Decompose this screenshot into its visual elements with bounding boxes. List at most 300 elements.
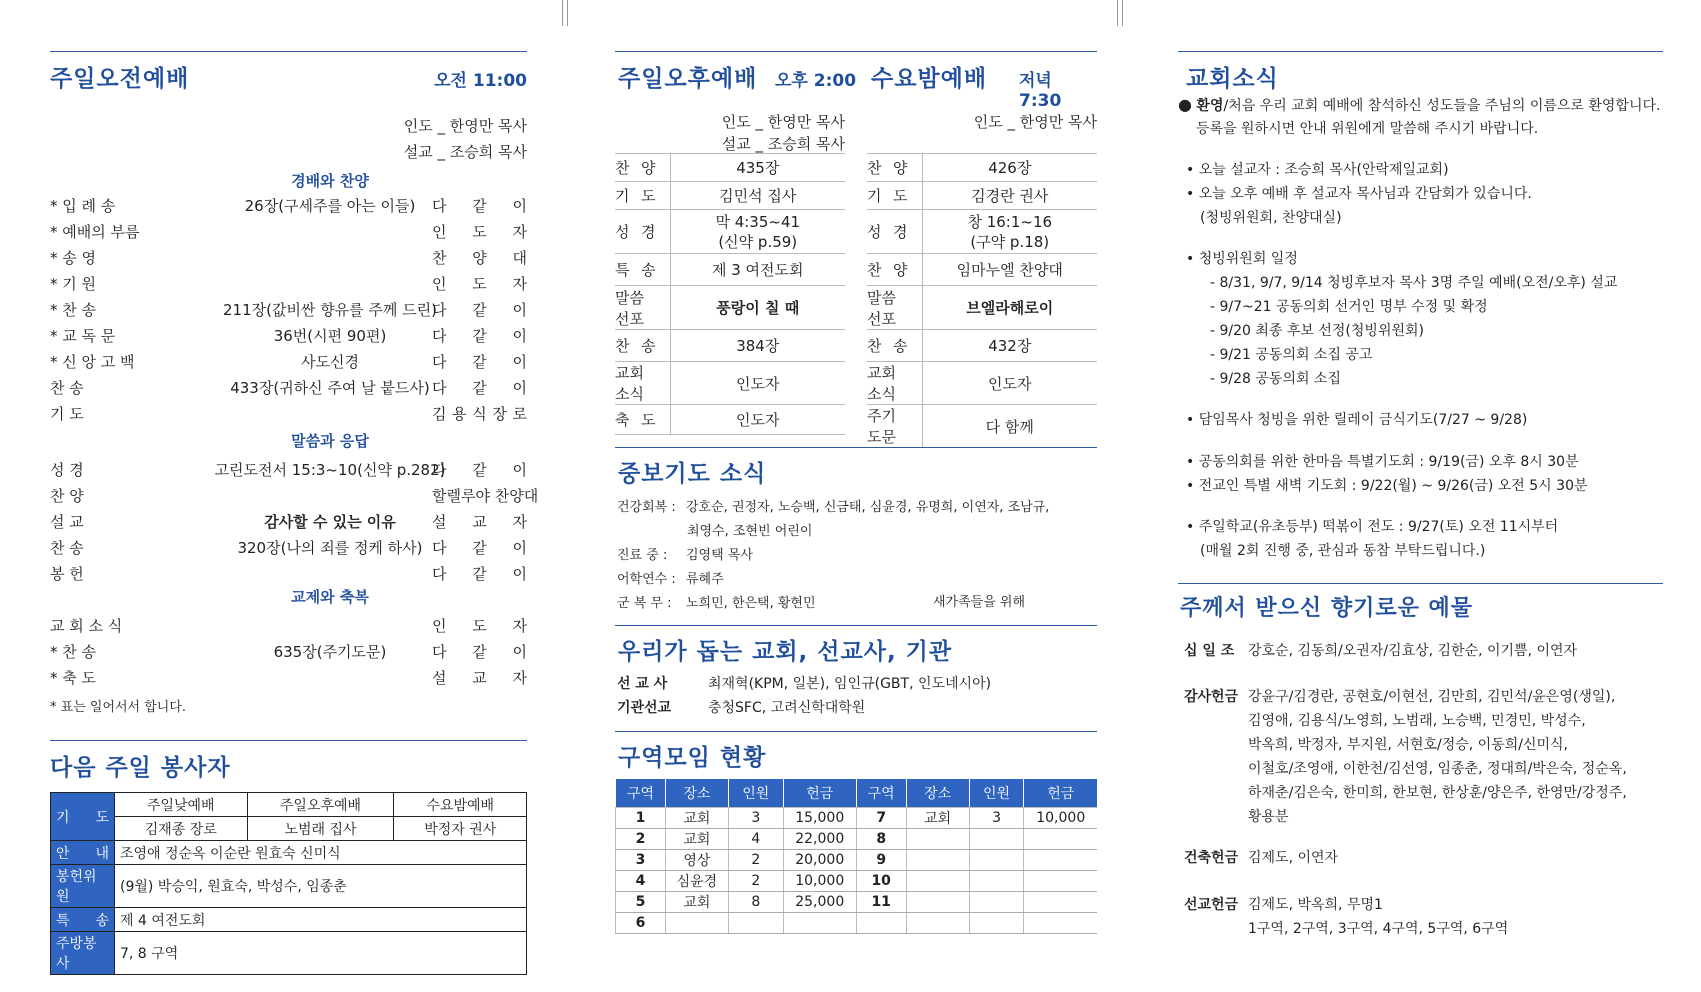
order-row (867, 330, 1097, 362)
thanks-line: 강윤구/김경란, 공현호/이현선, 김만희, 김민석/윤은영(생일), (1248, 689, 1616, 705)
cells-cell (906, 891, 969, 912)
news-text: (매월 2회 진행 중, 관심과 동참 부탁드립니다.) (1200, 543, 1486, 559)
cells-cell (969, 912, 1024, 933)
cells-cell (1024, 912, 1097, 933)
cells-cell: 5 (616, 891, 666, 912)
order-content: 26장(구세주를 아는 이들) (244, 197, 416, 215)
order-leader: 김 용 식 장 로 (432, 405, 527, 423)
order-leader: 인 도 자 (432, 275, 527, 293)
servers-title: 다음 주일 봉사자 (50, 755, 231, 781)
cells-header: 인원 (969, 779, 1024, 807)
order-row (50, 351, 527, 377)
fold-mark (1117, 0, 1123, 26)
building-list: 김제도, 이연자 (1248, 850, 1339, 866)
cells-header: 장소 (665, 779, 728, 807)
order-name: * 찬 송 (50, 643, 97, 661)
thanks-line: 황용분 (1248, 809, 1289, 825)
order-row (615, 330, 845, 362)
order-name: * 축 도 (50, 669, 97, 687)
order-label: 주기도문 (867, 405, 922, 448)
cells-cell: 4 (728, 828, 783, 849)
cells-title: 구역모임 현황 (618, 745, 767, 771)
morning-preacher: 설교 _ 조승희 목사 (403, 143, 527, 161)
mission-label: 선교헌금 (1184, 897, 1239, 913)
news-item (1186, 474, 1588, 498)
cells-cell (969, 828, 1024, 849)
order-value-text: 김민석 집사 (719, 187, 797, 205)
divider (615, 625, 1097, 626)
order-name: * 입 례 송 (50, 197, 116, 215)
cells-cell: 10,000 (783, 870, 856, 891)
welcome-text: /처음 우리 교회 예배에 참석하신 성도들을 주님의 이름으로 환영합니다. (1223, 98, 1661, 114)
order-name: 설 교 (50, 513, 84, 531)
section-fellowship: 교제와 축복 (291, 588, 369, 606)
cells-header: 헌금 (1024, 779, 1097, 807)
cells-header: 장소 (906, 779, 969, 807)
order-content: 감사할 수 있는 이유 (264, 513, 396, 531)
order-label: 찬 양 (867, 254, 922, 286)
servers-table (50, 792, 527, 975)
prayer-extra: 새가족들을 위해 (933, 595, 1026, 610)
cells-cell (783, 912, 856, 933)
cells-header-row (616, 779, 1098, 807)
prayer-title: 중보기도 소식 (618, 461, 767, 487)
order-label: 기 도 (867, 182, 922, 210)
order-name: 봉 헌 (50, 565, 84, 583)
wednesday-order-table (867, 153, 1097, 448)
prayer-label: 진료 중 : (617, 548, 668, 563)
order-value-text: 제 3 여전도회 (711, 261, 804, 279)
order-value-text: 브엘라해로이 (966, 299, 1054, 317)
order-row (50, 273, 527, 299)
divider (1178, 51, 1663, 52)
cells-row (616, 891, 1098, 912)
prayer-label: 어학연수 : (617, 572, 676, 587)
cells-cell: 25,000 (783, 891, 856, 912)
standing-note: * 표는 일어서서 합니다. (50, 700, 187, 715)
cells-header: 구역 (856, 779, 906, 807)
order-leader: 다 같 이 (432, 197, 527, 215)
news-item (1210, 319, 1424, 343)
news-text: 공동의회를 위한 한마음 특별기도회 : 9/19(금) 오후 8시 30분 (1198, 454, 1579, 470)
servers-row-value: 7, 8 구역 (115, 932, 527, 975)
bullet-icon: • (1186, 251, 1199, 267)
order-value (922, 362, 1097, 405)
bullet-icon: • (1186, 412, 1199, 428)
order-row (867, 362, 1097, 405)
afternoon-preacher: 설교 _ 조승희 목사 (721, 135, 845, 153)
order-value-text: 막 4:35~41 (715, 212, 801, 231)
divider (615, 447, 1097, 448)
prayer-label: 군 복 무 : (617, 596, 672, 611)
thanks-line: 김영애, 김용식/노영희, 노범래, 노승백, 민경민, 박성수, (1248, 713, 1586, 729)
missions-label: 기관선교 (617, 700, 672, 716)
cells-cell: 심윤경 (665, 870, 728, 891)
order-value-text-2: (신약 p.59) (718, 232, 798, 251)
order-row (50, 485, 539, 511)
welcome-bold: 환영 (1196, 98, 1224, 114)
news-text: 오늘 설교자 : 조승희 목사(안락제일교회) (1198, 162, 1449, 178)
section-worship: 경배와 찬양 (291, 172, 369, 190)
afternoon-order-table (615, 153, 845, 435)
servers-row-value: 제 4 여전도회 (115, 908, 527, 932)
news-item (1200, 206, 1342, 230)
welcome-text-2: 등록을 원하시면 안내 위원에게 말씀해 주시기 바랍니다. (1196, 121, 1539, 137)
news-item (1200, 539, 1485, 563)
building-label: 건축헌금 (1184, 850, 1239, 866)
servers-row-label: 봉헌위원 (51, 865, 115, 908)
cells-row (616, 870, 1098, 891)
wednesday-leader: 인도 _ 한영만 목사 (973, 113, 1097, 131)
order-value (670, 154, 845, 182)
prayer-text: 노희민, 한은택, 황현민 (686, 596, 816, 611)
news-text: - 9/28 공동의회 소집 (1210, 371, 1341, 387)
afternoon-title: 주일오후예배 (618, 66, 758, 92)
cells-cell: 영상 (665, 849, 728, 870)
order-leader: 다 같 이 (432, 379, 527, 397)
cells-cell (665, 912, 728, 933)
cells-cell (969, 870, 1024, 891)
order-label: 축 도 (615, 405, 670, 435)
order-row (50, 615, 527, 641)
cells-row (616, 828, 1098, 849)
servers-col: 주일오후예배 (247, 793, 394, 817)
news-item (1210, 343, 1372, 367)
cells-cell: 15,000 (783, 807, 856, 828)
missions-title: 우리가 돕는 교회, 선교사, 기관 (618, 639, 953, 665)
order-row (615, 362, 845, 405)
cells-cell (906, 828, 969, 849)
news-item (1186, 450, 1579, 474)
prayer-text: 김영택 목사 (686, 548, 753, 563)
missions-label: 선 교 사 (617, 676, 668, 692)
order-name: * 찬 송 (50, 301, 97, 319)
order-leader: 찬 양 대 (432, 249, 527, 267)
cells-header: 인원 (728, 779, 783, 807)
cells-cell (856, 912, 906, 933)
news-item (1186, 408, 1527, 432)
news-item (1186, 158, 1449, 182)
news-text: 청빙위원회 일정 (1198, 251, 1298, 267)
prayer-text: 최영수, 조현빈 어린이 (687, 524, 813, 539)
order-content: 사도신경 (301, 353, 359, 371)
news-text: - 8/31, 9/7, 9/14 청빙후보자 목사 3명 주일 예배(오전/오후) 설교 (1210, 275, 1618, 291)
order-row (50, 511, 527, 537)
wednesday-title: 수요밤예배 (871, 66, 988, 92)
tithe-list: 강호순, 김동희/오권자/김효상, 김한순, 이기쁨, 이연자 (1248, 643, 1578, 659)
fold-mark (562, 0, 568, 26)
order-row (867, 405, 1097, 448)
news-text: - 9/21 공동의회 소집 공고 (1210, 347, 1373, 363)
news-item (1210, 367, 1341, 391)
order-value-text: 384장 (736, 337, 780, 355)
divider (615, 51, 1097, 52)
cells-cell (1024, 828, 1097, 849)
order-label: 교회소식 (615, 362, 670, 405)
order-leader: 인 도 자 (432, 223, 527, 241)
order-name: * 신 앙 고 백 (50, 353, 135, 371)
cells-cell: 11 (856, 891, 906, 912)
cells-header: 헌금 (783, 779, 856, 807)
order-name: * 송 영 (50, 249, 97, 267)
order-leader: 설 교 자 (432, 669, 527, 687)
order-value-text: 426장 (988, 159, 1032, 177)
morning-time: 오전 11:00 (434, 71, 527, 91)
servers-prayer: 박정자 권사 (394, 817, 527, 841)
news-title: 교회소식 (1186, 66, 1279, 92)
order-leader: 다 같 이 (432, 539, 527, 557)
divider (615, 731, 1097, 732)
news-item (1210, 271, 1617, 295)
cells-cell: 교회 (665, 828, 728, 849)
news-text: - 9/7~21 공동의회 선거인 명부 수정 및 확정 (1210, 299, 1488, 315)
cells-cell: 교회 (906, 807, 969, 828)
prayer-text: 류혜주 (686, 572, 724, 587)
order-row (867, 182, 1097, 210)
order-content: 635장(주기도문) (273, 643, 387, 661)
order-row (615, 210, 845, 254)
news-text: 담임목사 청빙을 위한 릴레이 금식기도(7/27 ~ 9/28) (1198, 412, 1528, 428)
divider (50, 740, 527, 741)
order-label: 찬 양 (867, 154, 922, 182)
order-value (670, 330, 845, 362)
order-value (670, 405, 845, 435)
cells-cell (1024, 870, 1097, 891)
order-name: 기 도 (50, 405, 84, 423)
servers-prayer-label: 기 도 (51, 793, 115, 841)
news-item (1186, 182, 1532, 206)
order-row (615, 182, 845, 210)
order-row (50, 459, 527, 485)
servers-prayer: 노범래 집사 (247, 817, 394, 841)
servers-row-label: 안 내 (51, 841, 115, 865)
thanks-line: 이철호/조영애, 이한천/김선영, 임종춘, 정대희/박은숙, 정순옥, (1248, 761, 1627, 777)
order-row (867, 286, 1097, 330)
order-row (50, 641, 527, 667)
cells-row (616, 912, 1098, 933)
order-row (50, 221, 527, 247)
order-value (670, 254, 845, 286)
news-text: 전교인 특별 새벽 기도회 : 9/22(월) ~ 9/26(금) 오전 5시 30분 (1198, 478, 1588, 494)
servers-row-label: 특 송 (51, 908, 115, 932)
cells-cell (969, 891, 1024, 912)
order-value (922, 254, 1097, 286)
order-value (922, 154, 1097, 182)
order-value-text: 임마누엘 찬양대 (956, 261, 1063, 279)
cells-cell: 2 (728, 870, 783, 891)
cells-cell: 8 (856, 828, 906, 849)
order-name: 교 회 소 식 (50, 617, 123, 635)
order-row (50, 325, 527, 351)
order-label: 특 송 (615, 254, 670, 286)
bullet-icon: ● (1178, 95, 1192, 114)
order-row (50, 537, 527, 563)
news-item (1210, 295, 1488, 319)
mission-list: 김제도, 박옥희, 무명1 (1248, 897, 1383, 913)
cells-cell (1024, 849, 1097, 870)
order-value-text: 인도자 (736, 374, 780, 393)
order-value (670, 210, 845, 254)
order-name: 찬 송 (50, 379, 84, 397)
cells-cell (969, 849, 1024, 870)
divider (1178, 583, 1663, 584)
servers-row-label: 주방봉사 (51, 932, 115, 975)
servers-col: 수요밤예배 (394, 793, 527, 817)
order-row (50, 299, 527, 325)
order-leader: 다 같 이 (432, 327, 527, 345)
order-name: * 기 원 (50, 275, 97, 293)
order-name: * 교 독 문 (50, 327, 116, 345)
servers-row-value: (9월) 박승익, 원효숙, 박성수, 임종춘 (115, 865, 527, 908)
offerings-title: 주께서 받으신 향기로운 예물 (1180, 596, 1474, 621)
order-row (50, 667, 527, 693)
cells-cell: 2 (616, 828, 666, 849)
cells-table (615, 779, 1097, 934)
morning-leader: 인도 _ 한영만 목사 (403, 117, 527, 135)
order-value-text: 인도자 (988, 374, 1032, 393)
order-value-text: 인도자 (736, 411, 780, 429)
servers-col: 주일낮예배 (115, 793, 248, 817)
order-value (670, 182, 845, 210)
order-row (615, 154, 845, 182)
order-value (922, 210, 1097, 254)
news-item (1186, 247, 1298, 271)
order-value (922, 286, 1097, 330)
thanks-line: 하재춘/김은숙, 한미희, 한보현, 한상훈/양은주, 한영만/강정주, (1248, 785, 1627, 801)
cells-cell (906, 912, 969, 933)
cells-cell (906, 849, 969, 870)
order-label: 기 도 (615, 182, 670, 210)
cells-header: 구역 (616, 779, 666, 807)
order-name: 찬 송 (50, 539, 84, 557)
order-value (670, 286, 845, 330)
cells-cell: 1 (616, 807, 666, 828)
order-value (922, 330, 1097, 362)
missions-text: 충청SFC, 고려신학대학원 (708, 700, 866, 716)
thanks-label: 감사헌금 (1184, 689, 1239, 705)
cells-cell: 8 (728, 891, 783, 912)
order-value (922, 182, 1097, 210)
order-label: 찬 양 (615, 154, 670, 182)
order-leader: 다 같 이 (432, 461, 527, 479)
mission-list-2: 1구역, 2구역, 3구역, 4구역, 5구역, 6구역 (1248, 921, 1509, 937)
news-text: 주일학교(유초등부) 떡볶이 전도 : 9/27(토) 오전 11시부터 (1198, 519, 1559, 535)
servers-row-value: 조영애 정순옥 이순란 원효숙 신미식 (115, 841, 527, 865)
order-value-text: 김경란 권사 (971, 187, 1049, 205)
order-leader: 다 같 이 (432, 565, 527, 583)
order-row (615, 286, 845, 330)
order-row (615, 254, 845, 286)
order-label: 찬 송 (615, 330, 670, 362)
order-row (50, 247, 527, 273)
bullet-icon: • (1186, 162, 1199, 178)
cells-cell: 20,000 (783, 849, 856, 870)
order-row (867, 210, 1097, 254)
cells-cell: 9 (856, 849, 906, 870)
order-leader: 설 교 자 (432, 513, 527, 531)
order-name: 찬 양 (50, 487, 84, 505)
tithe-label: 십 일 조 (1184, 643, 1235, 659)
wednesday-time: 저녁 7:30 (1019, 71, 1062, 111)
prayer-text: 강호순, 권정자, 노승백, 신금태, 심윤경, 유명희, 이연자, 조남규, (686, 500, 1050, 515)
cells-cell: 10 (856, 870, 906, 891)
order-name: * 예배의 부름 (50, 223, 140, 241)
cells-cell: 3 (616, 849, 666, 870)
cells-row (616, 807, 1098, 828)
bullet-icon: • (1186, 186, 1199, 202)
news-item (1186, 515, 1558, 539)
order-value-text: 풍랑이 칠 때 (716, 299, 800, 317)
order-row (867, 154, 1097, 182)
order-row (50, 377, 527, 403)
order-row (50, 195, 527, 221)
order-row (615, 405, 845, 435)
cells-cell (1024, 891, 1097, 912)
servers-prayer: 김재종 장로 (115, 817, 248, 841)
morning-title: 주일오전예배 (50, 66, 190, 92)
order-label: 성 경 (867, 210, 922, 254)
order-label: 말씀선포 (867, 286, 922, 330)
order-value (922, 405, 1097, 448)
cells-cell: 7 (856, 807, 906, 828)
cells-cell: 22,000 (783, 828, 856, 849)
cells-cell: 3 (728, 807, 783, 828)
order-label: 교회소식 (867, 362, 922, 405)
order-content: 36번(시편 90편) (273, 327, 387, 345)
order-leader: 다 같 이 (432, 301, 527, 319)
afternoon-time: 오후 2:00 (775, 71, 857, 91)
news-text: - 9/20 최종 후보 선정(청빙위원회) (1210, 323, 1424, 339)
divider (50, 51, 527, 52)
cells-cell: 6 (616, 912, 666, 933)
afternoon-leader: 인도 _ 한영만 목사 (721, 113, 845, 131)
order-value-text: 창 16:1~16 (967, 212, 1053, 231)
welcome-line (1178, 93, 1660, 118)
order-content: 211장(값비싼 향유를 주께 드린) (222, 301, 438, 319)
order-label: 말씀선포 (615, 286, 670, 330)
cells-cell (906, 870, 969, 891)
cells-cell: 3 (969, 807, 1024, 828)
order-content: 320장(나의 죄를 정케 하사) (237, 539, 423, 557)
order-content: 433장(귀하신 주여 날 붙드사) (230, 379, 430, 397)
order-label: 성 경 (615, 210, 670, 254)
prayer-label: 건강회복 : (617, 500, 676, 515)
bullet-icon: • (1186, 519, 1199, 535)
order-row (867, 254, 1097, 286)
order-leader: 다 같 이 (432, 353, 527, 371)
cells-cell: 교회 (665, 891, 728, 912)
order-value-text-2: (구약 p.18) (970, 232, 1050, 251)
news-text: (청빙위원회, 찬양대실) (1200, 210, 1342, 226)
cells-cell: 4 (616, 870, 666, 891)
cells-row (616, 849, 1098, 870)
thanks-line: 박옥희, 박정자, 부지원, 서현호/정승, 이동희/신미식, (1248, 737, 1568, 753)
bullet-icon: • (1186, 478, 1199, 494)
bullet-icon: • (1186, 454, 1199, 470)
order-leader: 할렐루야 찬양대 (432, 487, 539, 505)
order-value (670, 362, 845, 405)
cells-cell: 10,000 (1024, 807, 1097, 828)
order-content: 고린도전서 15:3~10(신약 p.282) (214, 461, 446, 479)
order-label: 찬 송 (867, 330, 922, 362)
news-text: 오늘 오후 예배 후 설교자 목사님과 간담회가 있습니다. (1198, 186, 1532, 202)
order-value-text: 다 함께 (985, 417, 1034, 436)
cells-cell: 2 (728, 849, 783, 870)
section-word: 말씀과 응답 (291, 432, 369, 450)
order-value-text: 435장 (736, 159, 780, 177)
order-row (50, 403, 527, 429)
cells-cell: 교회 (665, 807, 728, 828)
